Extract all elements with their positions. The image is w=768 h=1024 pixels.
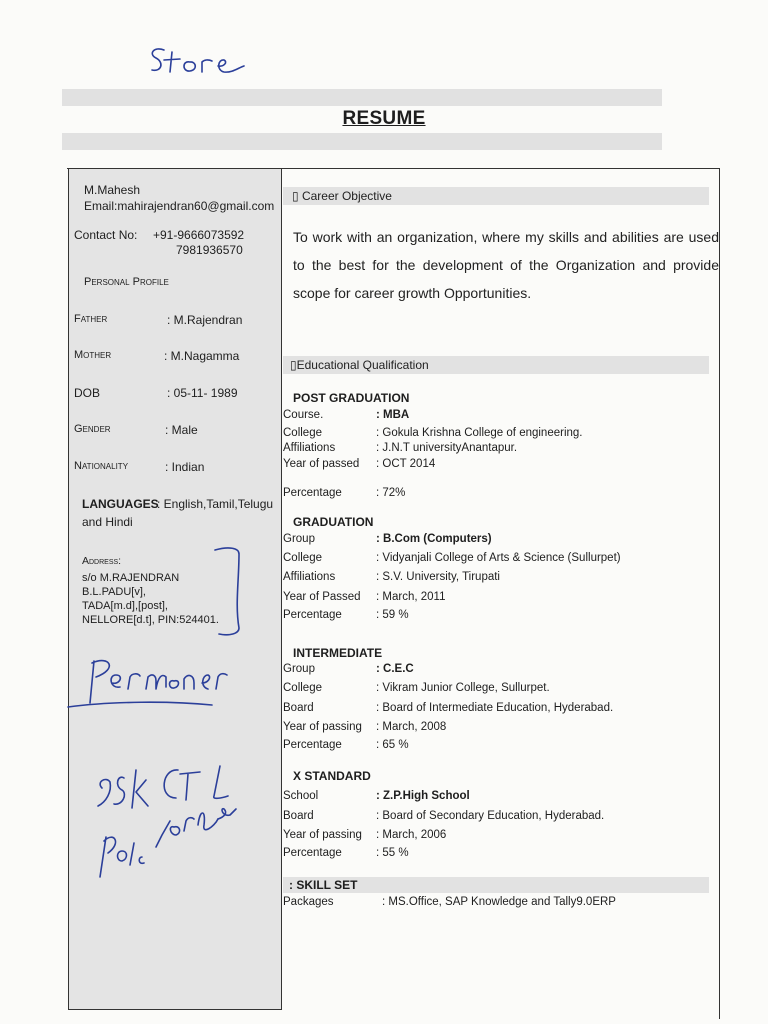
title-band-top xyxy=(62,89,662,106)
x-year-value: : March, 2006 xyxy=(376,829,447,841)
languages-label: LANGUAGES xyxy=(82,497,159,511)
handwritten-store-note xyxy=(140,40,250,85)
pg-college-label: College xyxy=(283,427,322,439)
pg-course-value: : MBA xyxy=(376,409,410,421)
x-school-label: School xyxy=(283,790,319,802)
inter-board-value: : Board of Intermediate Education, Hyderabad. xyxy=(376,702,614,714)
inter-group-label: Group xyxy=(283,663,315,675)
candidate-email: Email:mahirajendran60@gmail.com xyxy=(84,199,275,213)
pg-course-label: Course. xyxy=(283,409,324,421)
personal-profile-heading: Personal Profile xyxy=(84,276,169,288)
inter-year-value: : March, 2008 xyxy=(376,721,447,733)
grad-percentage-label: Percentage xyxy=(283,609,342,621)
bullet-icon: ▯ xyxy=(290,358,297,372)
inter-college-label: College xyxy=(283,682,322,694)
handwritten-permanent-note xyxy=(62,645,232,715)
address-label: Address: xyxy=(82,555,122,567)
skill-packages-value: : MS.Office, SAP Knowledge and Tally9.0ERP xyxy=(382,896,616,908)
mother-value: : M.Nagamma xyxy=(164,349,240,363)
address-line-4: NELLORE[d.t], PIN:524401. xyxy=(82,614,219,626)
nationality-label: Nationality xyxy=(74,460,129,472)
contact-phone-2: 7981936570 xyxy=(176,243,243,257)
x-year-label: Year of passing xyxy=(283,829,362,841)
inter-year-label: Year of passing xyxy=(283,721,362,733)
father-value: : M.Rajendran xyxy=(167,313,243,327)
handwritten-verification-note xyxy=(90,795,250,890)
inter-college-value: : Vikram Junior College, Sullurpet. xyxy=(376,682,550,694)
career-objective-text: To work with an organization, where my skills and abilities are used to the best for the development of the Organization and provide scope for career growth Opportunities. xyxy=(293,229,719,301)
grad-college-label: College xyxy=(283,552,322,564)
graduation-heading: GRADUATION xyxy=(293,515,374,529)
pg-college-value: : Gokula Krishna College of engineering. xyxy=(376,427,583,439)
x-standard-heading: X STANDARD xyxy=(293,769,371,783)
grad-year-label: Year of Passed xyxy=(283,591,361,603)
nationality-value: : Indian xyxy=(165,460,205,474)
pg-affiliations-label: Affiliations xyxy=(283,442,336,454)
skill-packages-label: Packages xyxy=(283,896,334,908)
inter-percentage-value: : 65 % xyxy=(376,739,409,751)
grad-affiliations-value: : S.V. University, Tirupati xyxy=(376,571,500,583)
pg-year-value: : OCT 2014 xyxy=(376,458,436,470)
grad-college-value: : Vidyanjali College of Arts & Science (Sullurpet) xyxy=(376,552,621,564)
x-board-label: Board xyxy=(283,810,314,822)
pg-affiliations-value: : J.N.T universityAnantapur. xyxy=(376,442,518,454)
inter-percentage-label: Percentage xyxy=(283,739,342,751)
languages-list-cont: and Hindi xyxy=(82,515,133,529)
dob-value: : 05-11- 1989 xyxy=(167,386,238,400)
skill-set-heading: : SKILL SET xyxy=(289,878,358,892)
mother-label: Mother xyxy=(74,349,112,361)
intermediate-heading: INTERMEDIATE xyxy=(293,646,383,660)
pg-percentage-value: : 72% xyxy=(376,487,406,499)
contact-label: Contact No: xyxy=(74,228,138,242)
title-band-bottom xyxy=(62,133,662,150)
bullet-icon: ▯ xyxy=(292,189,302,203)
address-line-1: s/o M.RAJENDRAN xyxy=(82,572,180,584)
post-graduation-heading: POST GRADUATION xyxy=(293,391,410,405)
address-line-2: B.L.PADU[v], xyxy=(82,586,146,598)
inter-board-label: Board xyxy=(283,702,314,714)
candidate-name: M.Mahesh xyxy=(84,183,141,197)
grad-group-label: Group xyxy=(283,533,315,545)
inter-group-value: : C.E.C xyxy=(376,663,414,675)
career-objective-heading: ▯ Career Objective xyxy=(292,189,392,203)
address-line-3: TADA[m.d],[post], xyxy=(82,600,168,612)
dob-label: DOB xyxy=(74,386,101,400)
gender-value: : Male xyxy=(165,423,198,437)
x-board-value: : Board of Secondary Education, Hyderabad. xyxy=(376,810,605,822)
father-label: Father xyxy=(74,313,108,325)
x-percentage-label: Percentage xyxy=(283,847,342,859)
grad-year-value: : March, 2011 xyxy=(376,591,446,603)
contact-phone-1: +91-9666073592 xyxy=(153,228,245,242)
handwritten-address-bracket xyxy=(205,540,255,640)
pg-year-label: Year of passed xyxy=(283,458,360,470)
x-percentage-value: : 55 % xyxy=(376,847,409,859)
education-heading: ▯Educational Qualification xyxy=(290,358,429,372)
page-title: RESUME xyxy=(342,108,426,129)
grad-affiliations-label: Affiliations xyxy=(283,571,336,583)
grad-percentage-value: : 59 % xyxy=(376,609,409,621)
x-school-value: : Z.P.High School xyxy=(376,790,470,802)
grad-group-value: : B.Com (Computers) xyxy=(376,533,492,545)
pg-percentage-label: Percentage xyxy=(283,487,342,499)
languages-list: : English,Tamil,Telugu xyxy=(157,497,274,511)
gender-label: Gender xyxy=(74,423,111,435)
